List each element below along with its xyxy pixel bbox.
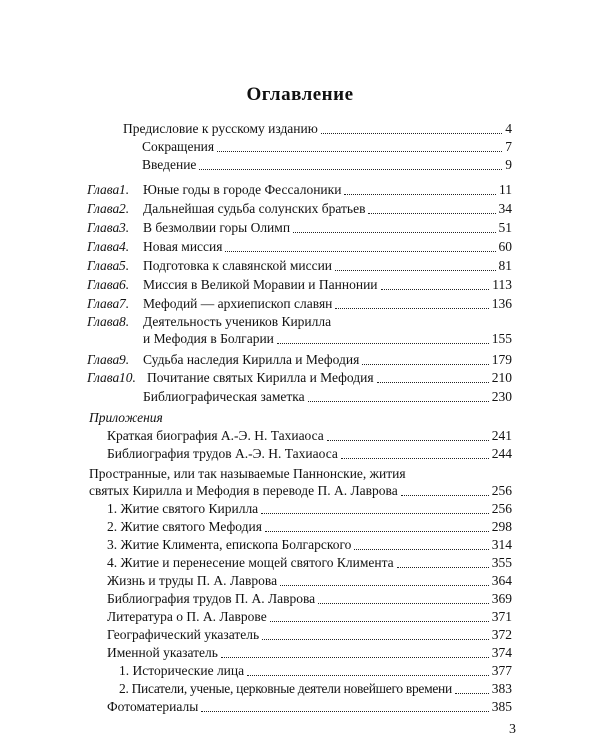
leader-dots (225, 250, 495, 252)
toc-entry-page: 4 (505, 121, 512, 136)
toc-entry-label: Дальнейшая судьба солунских братьев (143, 201, 366, 216)
toc-entry-page: 374 (491, 645, 512, 660)
toc-entry-label: Почитание святых Кирилла и Мефодия (147, 370, 374, 385)
leader-dots (261, 512, 489, 514)
toc-entry-label: Библиографическая заметка (143, 389, 305, 404)
chapter-prefix: Глава (87, 258, 120, 273)
toc-entry-life-methodius[interactable] (107, 518, 512, 536)
toc-entry-page: 81 (498, 258, 512, 273)
leader-dots (265, 530, 489, 532)
toc-entry-page: 364 (491, 573, 512, 588)
leader-dots (397, 566, 489, 568)
toc-entry-page: 136 (491, 296, 512, 311)
toc-entry-page: 383 (491, 681, 512, 696)
toc-entry-label: Миссия в Великой Моравии и Паннонии (143, 277, 378, 292)
chapter-number: 1. (119, 182, 130, 197)
toc-entry-label: Подготовка к славянской миссии (143, 258, 333, 273)
chapter-prefix: Глава (87, 314, 120, 329)
toc-entry-label: 2. Писатели, ученые, церковные деятели новейшего времени (119, 681, 452, 696)
toc-entry-label: Географический указатель (107, 627, 260, 642)
toc-entry-lavrov-bibliography[interactable] (107, 590, 512, 608)
toc-entry-page: 256 (491, 501, 512, 516)
leader-dots (199, 168, 502, 170)
chapter-number: 7. (119, 296, 130, 311)
toc-entry-historical-persons[interactable] (119, 662, 512, 680)
chapter-number: 9. (119, 352, 130, 367)
leader-dots (335, 307, 488, 309)
chapter-number: 5. (119, 258, 130, 273)
toc-entry-label: Фотоматериалы (107, 699, 199, 714)
toc-entry-label: 3. Житие Климента, епископа Болгарского (107, 537, 352, 552)
leader-dots (201, 710, 488, 712)
leader-dots (321, 132, 502, 134)
toc-entry-label: и Мефодия в Болгарии (143, 331, 274, 346)
leader-dots (277, 342, 489, 344)
leader-dots (354, 548, 488, 550)
toc-entry-page: 298 (491, 519, 512, 534)
toc-entry-abbreviations[interactable] (142, 138, 512, 156)
chapter-prefix: Глава (87, 352, 120, 367)
toc-entry-chapter-9[interactable] (87, 351, 512, 369)
leader-dots (217, 150, 502, 152)
leader-dots (381, 288, 490, 290)
chapter-prefix: Глава (87, 182, 120, 197)
toc-entry-chapter-6[interactable] (87, 276, 512, 294)
toc-entry-label: Литература о П. А. Лаврове (107, 609, 267, 624)
toc-entry-page: 7 (505, 139, 512, 154)
toc-entry-label: Мефодий — архиепископ славян (143, 296, 333, 311)
page-title: Оглавление (246, 84, 354, 105)
leader-dots (262, 638, 489, 640)
toc-entry-modern-writers[interactable] (119, 680, 512, 698)
toc-entry-page: 60 (498, 239, 512, 254)
toc-entry-label: святых Кирилла и Мефодия в переводе П. А. Лаврова (89, 483, 398, 498)
toc-entry-page: 244 (491, 446, 512, 461)
toc-entry-page: 377 (491, 663, 512, 678)
toc-entry-label: Краткая биография А.-Э. Н. Тахиаоса (107, 428, 324, 443)
toc-entry-chapter-5[interactable] (87, 257, 512, 275)
toc-entry-page: 256 (491, 483, 512, 498)
toc-entry-label: 1. Исторические лица (119, 663, 245, 678)
toc-entry-label: 1. Житие святого Кирилла (107, 501, 259, 516)
toc-entry-page: 179 (491, 352, 512, 367)
toc-entry-life-clement[interactable] (107, 536, 512, 554)
toc-entry-page: 355 (491, 555, 512, 570)
toc-entry-label: Сокращения (142, 139, 215, 154)
chapter-prefix: Глава (87, 296, 120, 311)
toc-entry-label: 2. Житие святого Мефодия (107, 519, 262, 534)
toc-entry-chapter-3[interactable] (87, 219, 512, 237)
toc-entry-relics-clement[interactable] (107, 554, 512, 572)
toc-entry-label: Библиография трудов П. А. Лаврова (107, 591, 316, 606)
toc-entry-label: В безмолвии горы Олимп (143, 220, 291, 235)
toc-entry-chapter-10[interactable] (87, 369, 512, 387)
leader-dots (368, 212, 495, 214)
toc-entry-chapter-1[interactable] (87, 181, 512, 199)
leader-dots (377, 381, 489, 383)
toc-entry-page: 372 (491, 627, 512, 642)
toc-entry-label: 4. Житие и перенесение мощей святого Климента (107, 555, 394, 570)
toc-entry-page: 230 (491, 389, 512, 404)
leader-dots (318, 602, 489, 604)
chapter-number: 8. (119, 314, 130, 329)
toc-entry-label: Пространные, или так называемые Паннонские, жития (89, 466, 406, 481)
toc-entry-page: 369 (491, 591, 512, 606)
leader-dots (308, 400, 489, 402)
toc-entry-chapter-4[interactable] (87, 238, 512, 256)
toc-entry-page: 371 (491, 609, 512, 624)
toc-entry-page: 314 (491, 537, 512, 552)
chapter-number: 2. (119, 201, 130, 216)
chapter-number: 10. (119, 370, 136, 385)
leader-dots (280, 584, 489, 586)
leader-dots (327, 439, 489, 441)
toc-entry-page: 51 (498, 220, 512, 235)
toc-entry-label: Библиография трудов А.-Э. Н. Тахиаоса (107, 446, 338, 461)
toc-entry-lavrov-literature[interactable] (107, 608, 512, 626)
toc-entry-photos[interactable] (107, 698, 512, 716)
toc-entry-pannonian[interactable] (89, 482, 512, 500)
toc-entry-page: 113 (492, 277, 512, 292)
leader-dots (455, 692, 489, 694)
leader-dots (293, 231, 495, 233)
toc-entry-chapter-2[interactable] (87, 200, 512, 218)
chapter-number: 6. (119, 277, 130, 292)
toc-entry-page: 210 (491, 370, 512, 385)
toc-entry-bibliographic-note[interactable] (143, 388, 512, 406)
leader-dots (247, 674, 489, 676)
toc-entry-page: 9 (505, 157, 512, 172)
leader-dots (270, 620, 489, 622)
chapter-prefix: Глава (87, 220, 120, 235)
toc-entry-life-cyril[interactable] (107, 500, 512, 518)
toc-entry-introduction[interactable] (142, 156, 512, 174)
toc-entry-label: Введение (142, 157, 197, 172)
toc-entry-chapter-7[interactable] (87, 295, 512, 313)
toc-entry-preface[interactable] (123, 120, 512, 138)
appendix-heading: Приложения (89, 410, 163, 425)
toc-entry-page: 241 (491, 428, 512, 443)
toc-entry-label: Жизнь и труды П. А. Лаврова (107, 573, 278, 588)
toc-entry-page: 11 (499, 182, 512, 197)
toc-entry-geographic-index[interactable] (107, 626, 512, 644)
toc-entry-bibliography-tachiaos[interactable] (107, 445, 512, 463)
toc-entry-page: 155 (491, 331, 512, 346)
chapter-prefix: Глава (87, 277, 120, 292)
toc-entry-lavrov-life[interactable] (107, 572, 512, 590)
leader-dots (401, 494, 489, 496)
chapter-number: 4. (119, 239, 130, 254)
toc-entry-chapter-8-cont[interactable] (143, 330, 512, 348)
toc-entry-label: Именной указатель (107, 645, 218, 660)
toc-entry-page: 385 (491, 699, 512, 714)
leader-dots (344, 193, 496, 195)
chapter-prefix: Глава (87, 239, 120, 254)
toc-entry-label: Юные годы в городе Фессалоники (143, 182, 342, 197)
toc-entry-short-bio[interactable] (107, 427, 512, 445)
toc-entry-name-index[interactable] (107, 644, 512, 662)
toc-entry-label: Новая миссия (143, 239, 223, 254)
leader-dots (335, 269, 495, 271)
toc-entry-pannonian-line1[interactable] (89, 465, 406, 482)
toc-entry-chapter-8[interactable] (87, 313, 512, 331)
leader-dots (221, 656, 489, 658)
toc-entry-label: Предисловие к русскому изданию (123, 121, 318, 136)
toc-entry-label: Деятельность учеников Кирилла (143, 314, 332, 329)
chapter-prefix: Глава (87, 201, 120, 216)
toc-entry-page: 34 (498, 201, 512, 216)
leader-dots (362, 363, 488, 365)
leader-dots (341, 457, 489, 459)
chapter-prefix: Глава (87, 370, 120, 385)
toc-entry-label: Судьба наследия Кирилла и Мефодия (143, 352, 360, 367)
chapter-number: 3. (119, 220, 130, 235)
page-number: 3 (509, 722, 516, 737)
